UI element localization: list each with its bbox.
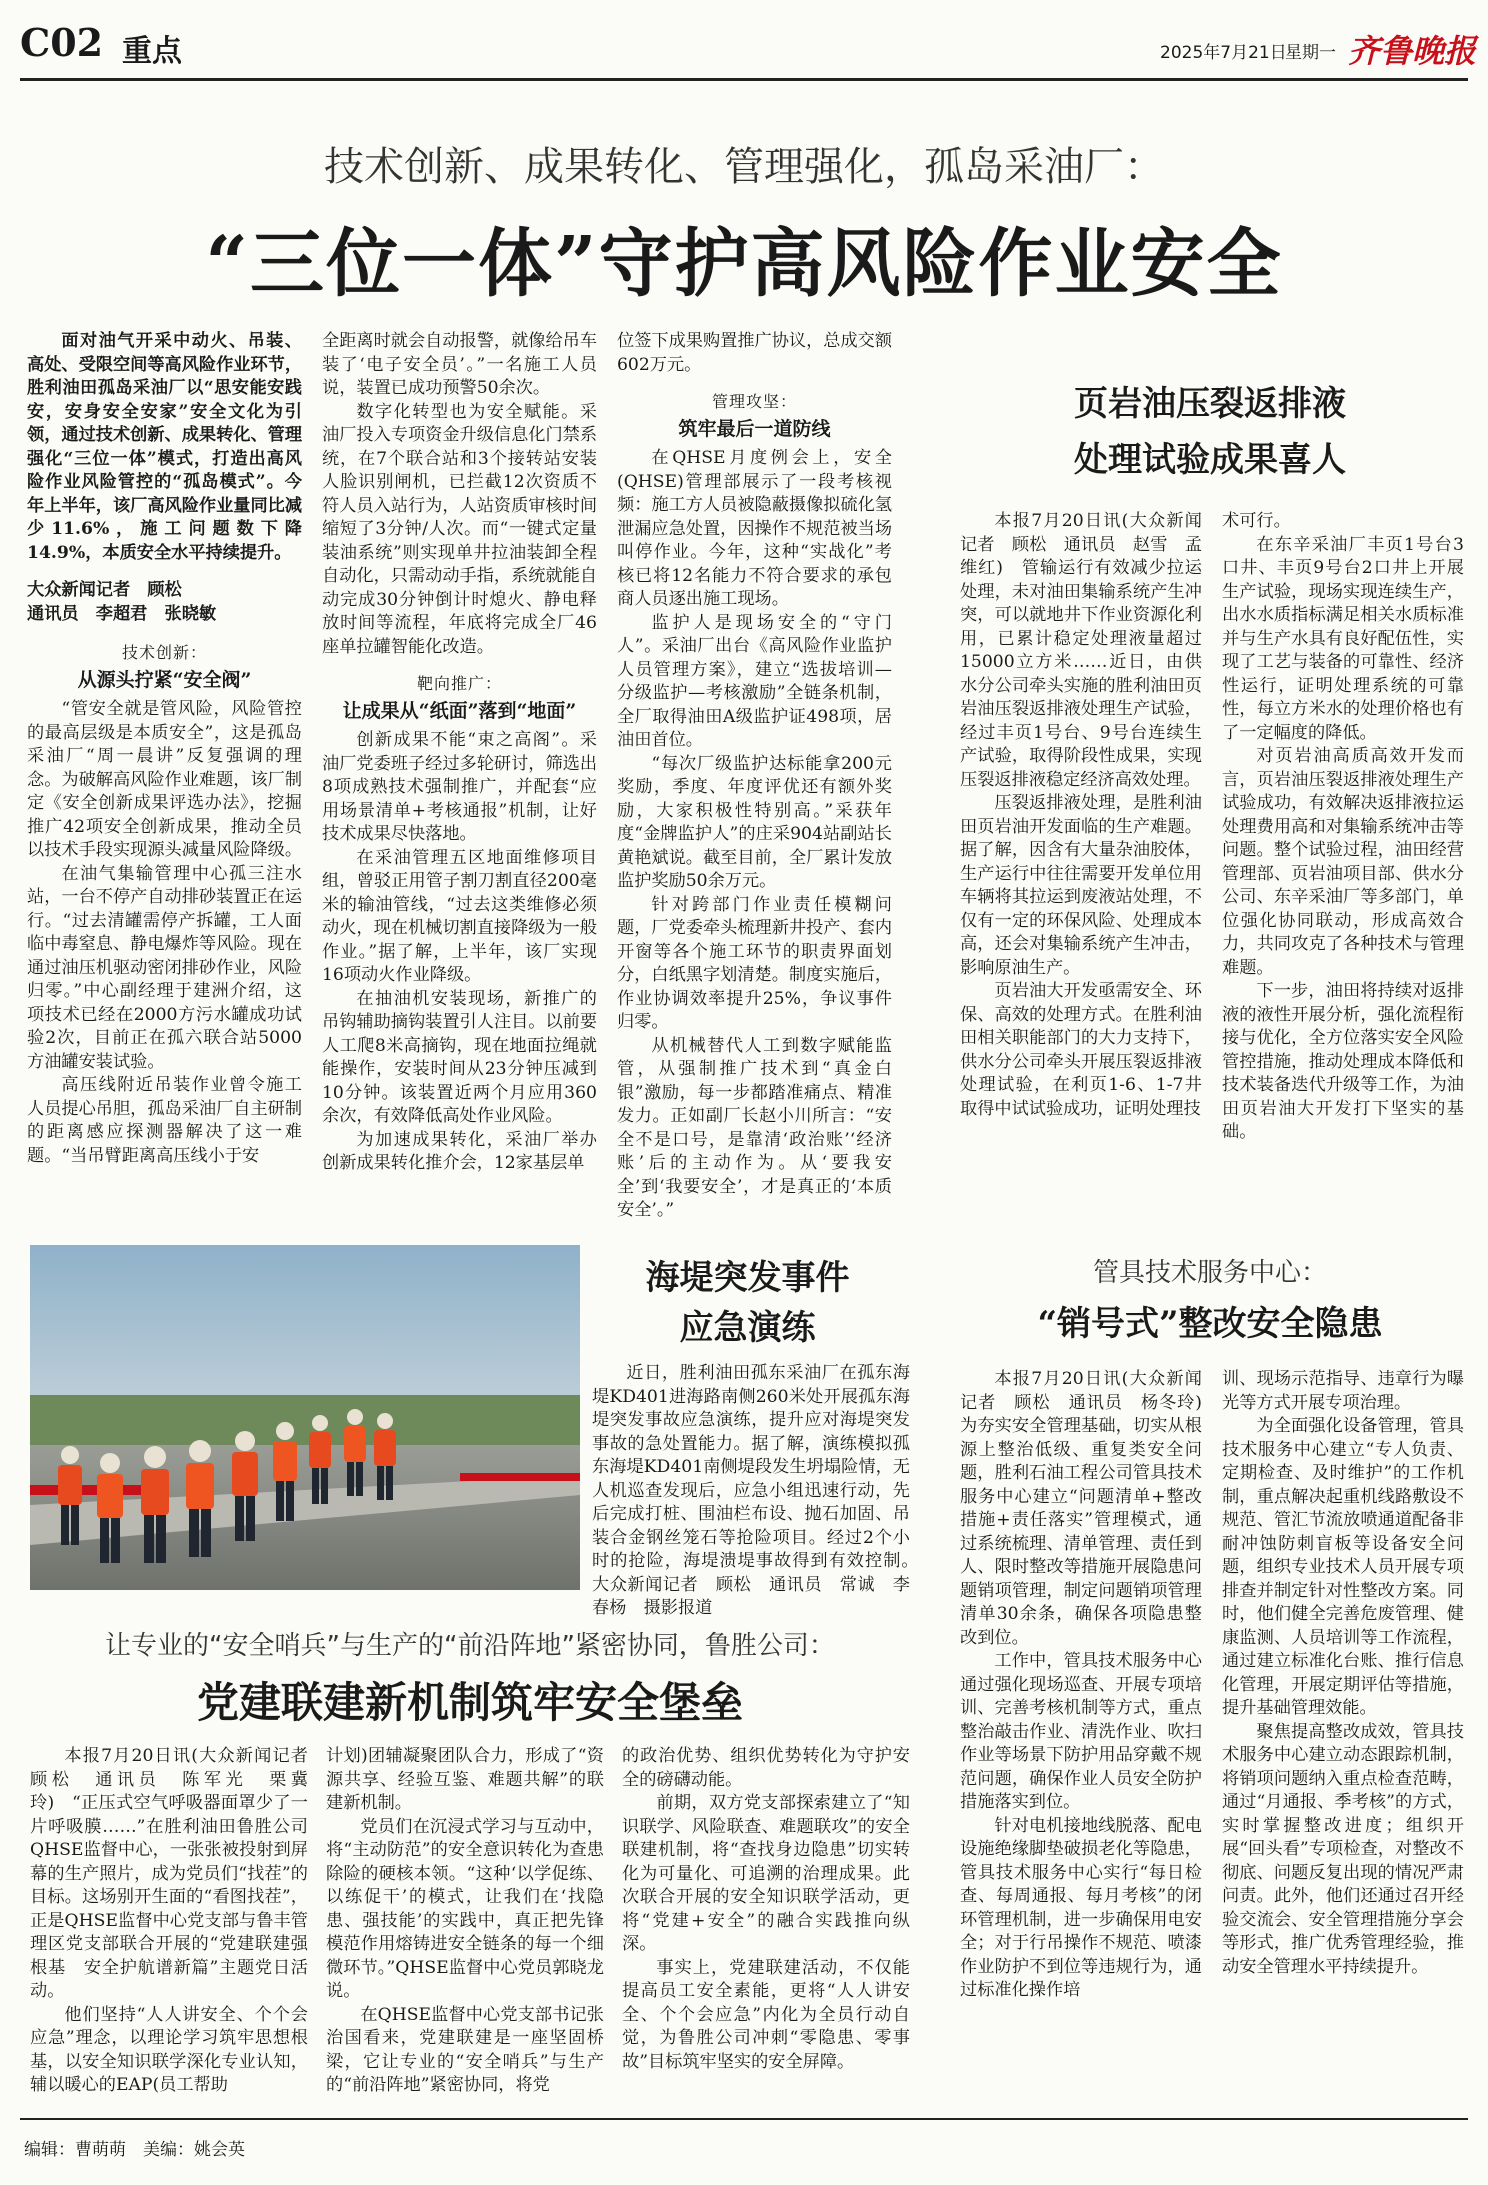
paragraph: 位签下成果购置推广协议，总成交额602万元。 [617, 331, 893, 375]
main-col-3 [617, 330, 892, 1225]
paragraph: 术可行。 [1222, 511, 1291, 531]
paragraph: 党员们在沉浸式学习与互动中，将“主动防范”的安全意识转化为查患除险的硬核本领。“这种‘以学促练、以练促干’的模式，让我们在‘找隐患、强技能’的实践中，真正把先锋模范作用熔铸进安全链条的每一个细微环节。”QHSE监督中心党员郭晓龙说。 [326, 1816, 604, 2001]
shale-title-2: 处理试验成果喜人 [1074, 440, 1346, 480]
drill-title-2: 应急演练 [679, 1308, 816, 1348]
paragraph: “每次厂级监护达标能拿200元奖励，季度、年度评优还有额外奖励，大家积极性特别高。”采获年度“金牌监护人”的庄采904站副站长黄艳斌说。截至目前，全厂累计发放监护奖励50余万元。 [617, 753, 893, 891]
party-col-1 [30, 1745, 326, 2095]
pipe-col-1 [960, 1368, 1220, 2083]
page-code: C02 [20, 20, 104, 65]
footer-rule [20, 2118, 1468, 2120]
paragraph: 监护人是现场安全的“守门人”。采油厂出台《高风险作业监护人员管理方案》，建立“选拔培训—分级监护—考核激励”全链条机制，全厂取得油田A级监护证498项，居油田首位。 [617, 612, 892, 750]
footer-editor: 编辑：曹萌萌 美编：姚会英 [24, 2140, 245, 2160]
main-title: “三位一体”守护高风险作业安全 [205, 221, 1283, 307]
pipe-title: “销号式”整改安全隐患 [1037, 1304, 1383, 1344]
header-rule [20, 78, 1468, 81]
shale-title-1: 页岩油压裂返排液 [1074, 384, 1346, 424]
main-byline-2: 通讯员 李超君 张晓敏 [27, 603, 217, 624]
pipe-kicker: 管具技术服务中心： [1092, 1258, 1327, 1288]
paragraph: 针对跨部门作业责任模糊问题，厂党委牵头梳理新井投产、套内开窗等各个施工环节的职责界面划分，白纸黑字划清楚。制度实施后，作业协调效率提升25%，争议事件归零。 [617, 894, 893, 1032]
main-byline-1: 大众新闻记者 顾松 [27, 580, 182, 600]
paragraph: “管安全就是管风险，风险管控的最高层级是本质安全”，这是孤岛采油厂“周一晨讲”反复强调的理念。为破解高风险作业难题，该厂制定《安全创新成果评选办法》，挖掘推广42项安全创新成果，推动全员以技术手段实现源头减量风险降级。 [27, 699, 303, 860]
main-col-1 [27, 330, 302, 1225]
drill-photo-image [30, 1245, 580, 1590]
party-col-2 [326, 1745, 604, 2095]
main-col-2 [322, 330, 597, 1225]
paragraph: 创新成果不能“束之高阁”。采油厂党委班子经过多轮研讨，筛选出8项成熟技术强制推广，并配套“应用场景清单+考核通报”机制，让好技术成果尽快落地。 [322, 730, 598, 844]
paragraph: 在QHSE监督中心党支部书记张治国看来，党建联建是一座坚固桥梁，它让专业的“安全哨兵”与生产的“前沿阵地”紧密协同，将党 [326, 2004, 604, 2095]
paragraph: 事实上，党建联建活动，不仅能提高员工安全素能，更将“人人讲安全、个个会应急”内化为全员行动自觉，为鲁胜公司冲刺“零隐患、零事故”目标筑牢坚实的安全屏障。 [622, 1957, 910, 2072]
s3-title: 筑牢最后一道防线 [678, 418, 831, 440]
pipe-col-2 [1222, 1368, 1464, 2083]
party-kicker: 让专业的“安全哨兵”与生产的“前沿阵地”紧密协同，鲁胜公司： [105, 1631, 835, 1661]
paragraph: 下一步，油田将持续对返排液的液性开展分析，强化流程衔接与优化，全方位落实安全风险管控措施，推动处理成本降低和技术装备迭代升级等工作，为油田页岩油大开发打下坚实的基础。 [1222, 981, 1464, 1142]
drill-photo [30, 1245, 580, 1590]
paragraph: 在采油管理五区地面维修项目组，曾驳正用管子割刀割直径200毫米的输油管线，“过去这类维修必须动火，现在机械切割直接降级为一般作业。”据了解，上半年，该厂实现16项动火作业降级。 [322, 847, 598, 985]
drill-title-1: 海堤突发事件 [645, 1258, 850, 1298]
paragraph: 数字化转型也为安全赋能。采油厂投入专项资金升级信息化门禁系统，在7个联合站和3个接转站安装人脸识别闸机，已拦截12次资质不符人员入站行为，人站资质审核时间缩短了3分钟/人次。而“一键式定量装油系统”则实现单井拉油装卸全程自动化，只需动动手指，系统就能自动完成30分钟倒计时熄火、静电释放时间等流程，年底将完成全厂46座单拉罐智能化改造。 [322, 401, 598, 657]
paragraph: 本报7月20日讯(大众新闻记者 顾松 通讯员 杨冬玲) 为夯实安全管理基础，切实从根源上整治低级、重复类安全问题，胜利石油工程公司管具技术服务中心建立“问题清单+整改措施+责任落实”管理模式，通过系统梳理、清单管理、责任到人、限时整改等措施开展隐患问题销项管理，制定问题销项管理清单30余条，确保各项隐患整改到位。 [960, 1369, 1220, 1648]
paragraph: 他们坚持“人人讲安全、个个会应急”理念，以理论学习筑牢思想根基，以安全知识联学深化专业认知，辅以暖心的EAP(员工帮助 [30, 2004, 308, 2095]
paragraph: 工作中，管具技术服务中心通过强化现场巡查、开展专项培训、完善考核机制等方式，重点整治敲击作业、清洗作业、吹扫作业等场景下防护用品穿戴不规范问题，确保作业人员安全防护措施落实到位。 [960, 1651, 1202, 1812]
paragraph: 在QHSE月度例会上，安全(QHSE)管理部展示了一段考核视频：施工方人员被隐蔽摄像拟硫化氢泄漏应急处置，因操作不规范被当场叫停作业。今年，这种“实战化”考核已将12名能力不符合要求的承包商人员逐出施工现场。 [617, 448, 893, 609]
issue-date: 2025年7月21日 [1160, 43, 1287, 63]
newspaper-logo: 齐鲁晚报 [1348, 32, 1477, 70]
paragraph: 高压线附近吊装作业曾令施工人员提心吊胆，孤岛采油厂自主研制的距离感应探测器解决了这一难题。“当吊臂距离高压线小于安 [27, 1075, 303, 1166]
paragraph: 针对电机接地线脱落、配电设施绝缘脚垫破损老化等隐患，管具技术服务中心实行“每日检查、每周通报、每月考核”的闭环管理机制，进一步确保用电安全；对于行吊操作不规范、喷漆作业防护不到位等违规行为，通过标准化操作培 [960, 1815, 1202, 2000]
paragraph: 本报7月20日讯(大众新闻记者 顾松 通讯员 陈军光 栗冀玲) “正压式空气呼吸器面罩少了一片呼吸膜……”在胜利油田鲁胜公司QHSE监督中心，一张张被投射到屏幕的生产照片，成为党员们“找茬”的目标。这场别开生面的“看图找茬”，正是QHSE监督中心党支部与鲁丰管理区党支部联合开展的“党建联建强根基 安全护航谱新篇”主题党日活动。 [30, 1746, 326, 2001]
issue-weekday: 星期一 [1285, 43, 1336, 63]
s2-title: 让成果从“纸面”落到“地面” [342, 700, 577, 722]
paragraph: 在抽油机安装现场，新推广的吊钩辅助摘钩装置引人注目。以前要人工爬8米高摘钩，现在地面拉绳就能操作，安装时间从23分钟压减到10分钟。该装置近两个月应用360余次，有效降低高处作业风险。 [322, 988, 598, 1126]
party-col-3 [622, 1745, 910, 2090]
paragraph: 对页岩油高质高效开发而言，页岩油压裂返排液处理生产试验成功，有效解决返排液拉运处理费用高和对集输系统冲击等问题。整个试验过程，油田经营管理部、页岩油项目部、供水分公司、东辛采油厂等多部门，单位强化协同联动，形成高效合力，共同攻克了各种技术与管理难题。 [1222, 746, 1464, 978]
paragraph: 页岩油大开发亟需安全、环保、高效的处理方式。在胜利油田相关职能部门的大力支持下，供水分公司牵头开展压裂返排液处理试验，在利页1-6、1-7井取得中试试验成功，证明处理技 [960, 981, 1202, 1119]
paragraph: 全距离时就会自动报警，就像给吊车装了‘电子安全员’。”一名施工人员说，装置已成功预警50余次。 [322, 331, 598, 398]
s3-kicker: 管理攻坚： [711, 392, 797, 411]
paragraph: 训、现场示范指导、违章行为曝光等方式开展专项治理。 [1222, 1369, 1464, 1413]
paragraph: 前期，双方党支部探索建立了“知识联学、风险联查、难题联攻”的安全联建机制，将“查找身边隐患”切实转化为可量化、可追溯的治理成果。此次联合开展的安全知识联学活动，更将“党建+安全”的融合实践推向纵深。 [622, 1793, 910, 1954]
paragraph: 本报7月20日讯(大众新闻记者 顾松 通讯员 赵雪 孟维红) 管输运行有效减少拉运处理，未对油田集输系统产生冲突，可以就地井下作业资源化利用，已累计稳定处理液量超过15000立方米……近日，由供水分公司牵头实施的胜利油田页岩油压裂返排液处理生产试验，经过丰页1号台、9号台连续生产试验，取得阶段性成果，实现压裂返排液稳定经济高效处理。 [960, 511, 1202, 790]
paragraph: 在东辛采油厂丰页1号台3口井、丰页9号台2口井上开展生产试验，现场实现连续生产，出水水质指标满足相关水质标准并与生产水具有良好配伍性，实现了工艺与装备的可靠性、经济性运行，证明处理系统的可靠性，每立方米水的处理价格也有了一定幅度的降低。 [1222, 534, 1464, 743]
paragraph: 从机械替代人工到数字赋能监管，从强制推广技术到“真金白银”激励，每一步都踏准痛点、精准发力。正如副厂长赵小川所言：“安全不是口号，是靠清‘政治账’‘经济账’后的主动作为。从‘要我安全’到‘我要安全’，才是真正的‘本质安全’。” [617, 1035, 892, 1220]
paragraph: 为加速成果转化，采油厂举办创新成果转化推介会，12家基层单 [322, 1129, 597, 1173]
s2-kicker: 靶向推广： [416, 674, 502, 693]
paragraph: 计划)团辅凝聚团队合力，形成了“资源共享、经验互鉴、难题共解”的联建新机制。 [326, 1746, 604, 1813]
main-kicker: 技术创新、成果转化、管理强化，孤岛采油厂： [324, 144, 1164, 190]
section-name: 重点 [122, 34, 182, 69]
paragraph: 在油气集输管理中心孤三注水站，一台不停产自动排砂装置正在运行。“过去清罐需停产拆罐，工人面临中毒窒息、静电爆炸等风险。现在通过油压机驱动密闭排砂作业，风险归零。”中心副经理于建洲介绍，这项技术已经在2000方污水罐成功试验2次，目前正在孤六联合站5000方油罐安装试验。 [27, 863, 303, 1072]
shale-col-1 [960, 510, 1202, 1210]
paragraph: 的政治优势、组织优势转化为守护安全的磅礴动能。 [622, 1746, 910, 1790]
paragraph: 为全面强化设备管理，管具技术服务中心建立“专人负责、定期检查、及时维护”的工作机制，重点解决起重机线路敷设不规范、管汇节流放喷通道配备非耐冲蚀防刺盲板等设备安全问题，组织专业技术人员开展专项排查并制定针对性整改方案。同时，他们健全完善危废管理、健康监测、人员培训等工作流程，通过建立标准化台账、推行信息化管理，开展定期评估等措施，提升基础管理效能。 [1222, 1416, 1464, 1718]
drill-paragraph: 近日，胜利油田孤东采油厂在孤东海堤KD401进海路南侧260米处开展孤东海堤突发事故应急演练，提升应对海堤突发事故的急处置能力。据了解，演练模拟孤东海堤KD401南侧堤段发生坍塌险情，无人机巡查发现后，应急小组迅速行动，先后完成打桩、围油栏布设、抛石加固、吊装合金钢丝笼石等抢险项目。经过2个小时的抢险，海堤溃堤事故得到有效控制。 大众新闻记者 顾松 通讯员 常诚 李春杨 摄影报道 [592, 1363, 928, 1618]
main-lead: 面对油气开采中动火、吊装、高处、受限空间等高风险作业环节，胜利油田孤岛采油厂以“思安能安践安，安身安全安家”安全文化为引领，通过技术创新、成果转化、管理强化“三位一体”模式，打造出高风险作业风险管控的“孤岛模式”。今年上半年，该厂高风险作业量同比减少11.6%，施工问题数下降14.9%，本质安全水平持续提升。 [27, 331, 303, 563]
paragraph: 聚焦提高整改成效，管具技术服务中心建立动态跟踪机制，将销项问题纳入重点检查范畴，通过“月通报、季考核”的方式，实时掌握整改进度；组织开展“回头看”专项检查，对整改不彻底、问题反复出现的情况严肃问责。此外，他们还通过召开经验交流会、安全管理措施分享会等形式，推广优秀管理经验，推动安全管理水平持续提升。 [1222, 1721, 1464, 1977]
party-title: 党建联建新机制筑牢安全堡垒 [196, 1678, 743, 1727]
s1-title: 从源头拧紧“安全阀” [77, 669, 252, 691]
s1-kicker: 技术创新： [121, 643, 207, 662]
paragraph: 压裂返排液处理，是胜利油田页岩油开发面临的生产难题。据了解，因含有大量杂油胶体，生产运行中往往需要开发单位用车辆将其拉运到废液站处理，不仅有一定的环保风险、处理成本高，还会对集输系统产生冲击，影响原油生产。 [960, 793, 1202, 978]
drill-body [592, 1362, 928, 1618]
shale-col-2 [1222, 510, 1464, 1210]
